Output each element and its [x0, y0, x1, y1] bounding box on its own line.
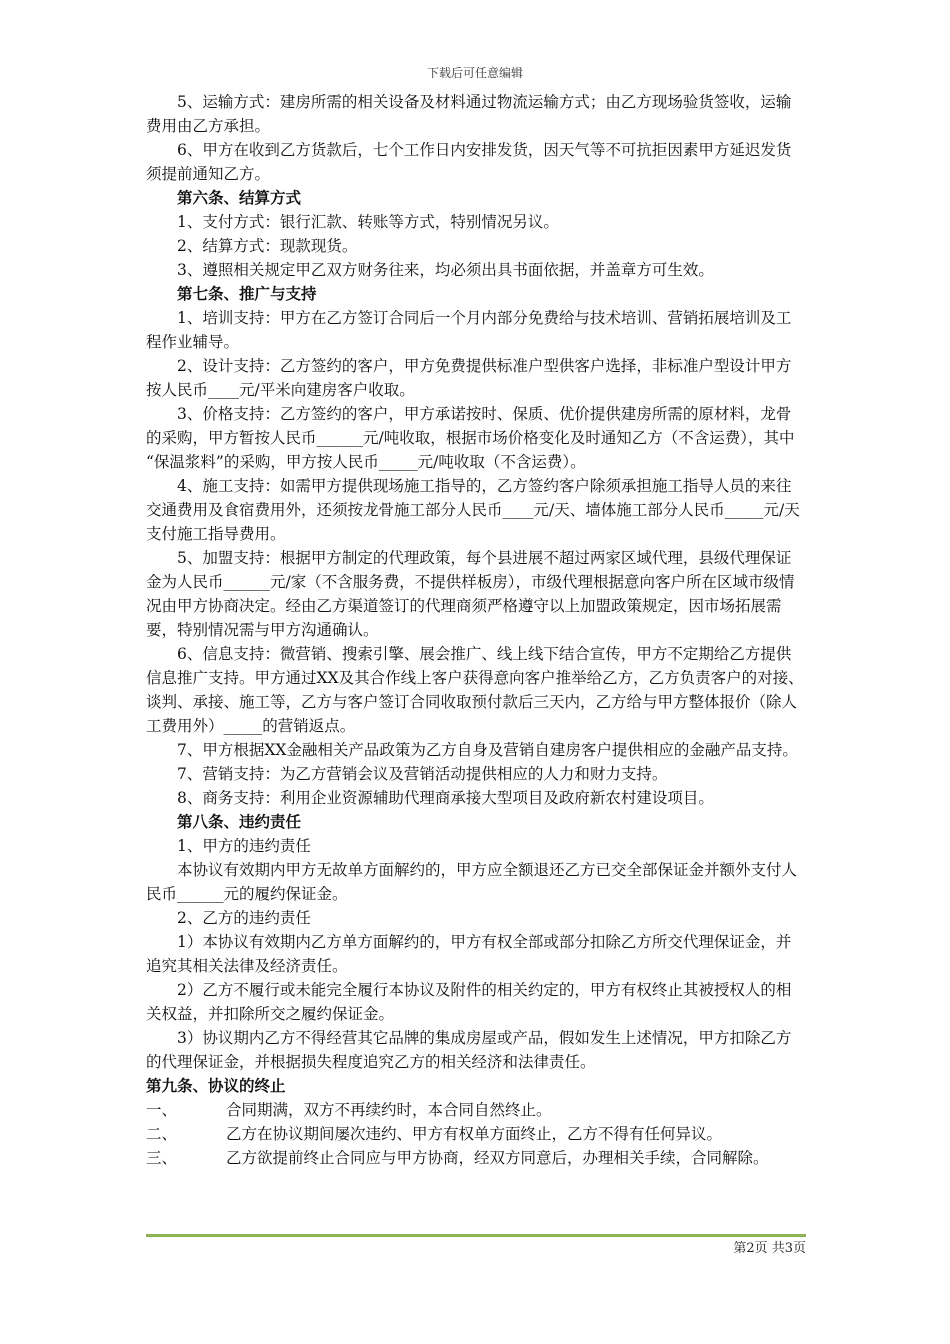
clause-paragraph: 4、施工支持：如需甲方提供现场施工指导的，乙方签约客户除须承担施工指导人员的来往交通费用及食宿费用外，还须按龙骨施工部分人民币____元/天、墙体施工部分人民币_____元/天支付施工指导费用。: [146, 477, 800, 543]
clause-paragraph: 7、甲方根据XX金融相关产品政策为乙方自身及营销自建房客户提供相应的金融产品支持。: [177, 741, 798, 759]
clause-paragraph: 本协议有效期内甲方无故单方面解约的，甲方应全额退还乙方已交全部保证金并额外支付人民币______元的履约保证金。: [146, 861, 798, 903]
clause-paragraph: 6、信息支持：微营销、搜索引擎、展会推广、线上线下结合宣传，甲方不定期给乙方提供信息推广支持。甲方通过XX及其合作线上客户获得意向客户推举给乙方，乙方负责客户的对接、谈判、承接、施工等，乙方与客户签订合同收取预付款后三天内，乙方给与甲方整体报价（除人工费用外）_____的营销返点。: [146, 645, 804, 735]
section-heading: 第九条、协议的终止: [146, 1076, 286, 1095]
clause-paragraph: 5、运输方式：建房所需的相关设备及材料通过物流运输方式；由乙方现场验货签收，运输费用由乙方承担。: [146, 93, 792, 135]
clause-paragraph: 8、商务支持：利用企业资源辅助代理商承接大型项目及政府新农村建设项目。: [177, 789, 714, 807]
clause-paragraph: 6、甲方在收到乙方货款后，七个工作日内安排发货，因天气等不可抗拒因素甲方延迟发货须提前通知乙方。: [146, 141, 792, 183]
clause-paragraph: 2）乙方不履行或未能完全履行本协议及附件的相关约定的，甲方有权终止其被授权人的相关权益，并扣除所交之履约保证金。: [146, 981, 792, 1023]
clause-paragraph: 2、结算方式：现款现货。: [177, 237, 358, 255]
clause-paragraph: 1）本协议有效期内乙方单方面解约的，甲方有权全部或部分扣除乙方所交代理保证金，并追究其相关法律及经济责任。: [146, 933, 792, 975]
clause-paragraph: 2、乙方的违约责任: [177, 909, 311, 927]
clause-paragraph: 1、支付方式：银行汇款、转账等方式，特别情况另议。: [177, 213, 559, 231]
page-footer: 第2页 共3页: [733, 1241, 806, 1256]
clause-paragraph: 7、营销支持：为乙方营销会议及营销活动提供相应的人力和财力支持。: [177, 765, 668, 783]
item-number: 三、: [146, 1149, 178, 1167]
section-heading: 第八条、违约责任: [177, 812, 302, 831]
clause-paragraph: 1、甲方的违约责任: [177, 837, 311, 855]
clause-paragraph: 5、加盟支持：根据甲方制定的代理政策，每个县进展不超过两家区域代理，县级代理保证金为人民币______元/家（不含服务费，不提供样板房），市级代理根据意向客户所在区域市级情况由甲方协商决定。经由乙方渠道签订的代理商须严格遵守以上加盟政策规定，因市场拓展需要，特别情况需与甲方沟通确认。: [146, 549, 795, 639]
section-heading: 第七条、推广与支持: [177, 284, 317, 303]
termination-item: [146, 1146, 806, 1170]
clause-lines: [146, 90, 806, 1098]
section-heading: 第六条、结算方式: [177, 188, 302, 207]
clause-paragraph: 2、设计支持：乙方签约的客户，甲方免费提供标准户型供客户选择，非标准户型设计甲方按人民币____元/平米向建房客户收取。: [146, 357, 792, 399]
document-body: [146, 90, 806, 1170]
clause-paragraph: 3、价格支持：乙方签约的客户，甲方承诺按时、保质、优价提供建房所需的原材料，龙骨的采购，甲方暂按人民币______元/吨收取，根据市场价格变化及时通知乙方（不含运费），其中 “保温浆料”的采购，甲方按人民币_____元/吨收取（不含运费）。: [146, 405, 795, 471]
item-text: 乙方欲提前终止合同应与甲方协商，经双方同意后，办理相关手续，合同解除。: [226, 1149, 769, 1167]
termination-list: [146, 1098, 806, 1170]
clause-paragraph: 3、遵照相关规定甲乙双方财务往来，均必须出具书面依据，并盖章方可生效。: [177, 261, 714, 279]
item-number: 二、: [146, 1125, 178, 1143]
clause-paragraph: 1、培训支持：甲方在乙方签订合同后一个月内部分免费给与技术培训、营销拓展培训及工程作业辅导。: [146, 309, 792, 351]
page-header: 下载后可任意编辑: [426, 66, 523, 80]
clause-paragraph: 3）协议期内乙方不得经营其它品牌的集成房屋或产品，假如发生上述情况，甲方扣除乙方的代理保证金，并根据损失程度追究乙方的相关经济和法律责任。: [146, 1029, 792, 1071]
item-number: 一、: [146, 1101, 178, 1119]
item-text: 乙方在协议期间屡次违约、甲方有权单方面终止，乙方不得有任何异议。: [226, 1125, 723, 1143]
termination-item: [146, 1122, 806, 1146]
termination-item: [146, 1098, 806, 1122]
item-text: 合同期满，双方不再续约时，本合同自然终止。: [226, 1101, 552, 1119]
